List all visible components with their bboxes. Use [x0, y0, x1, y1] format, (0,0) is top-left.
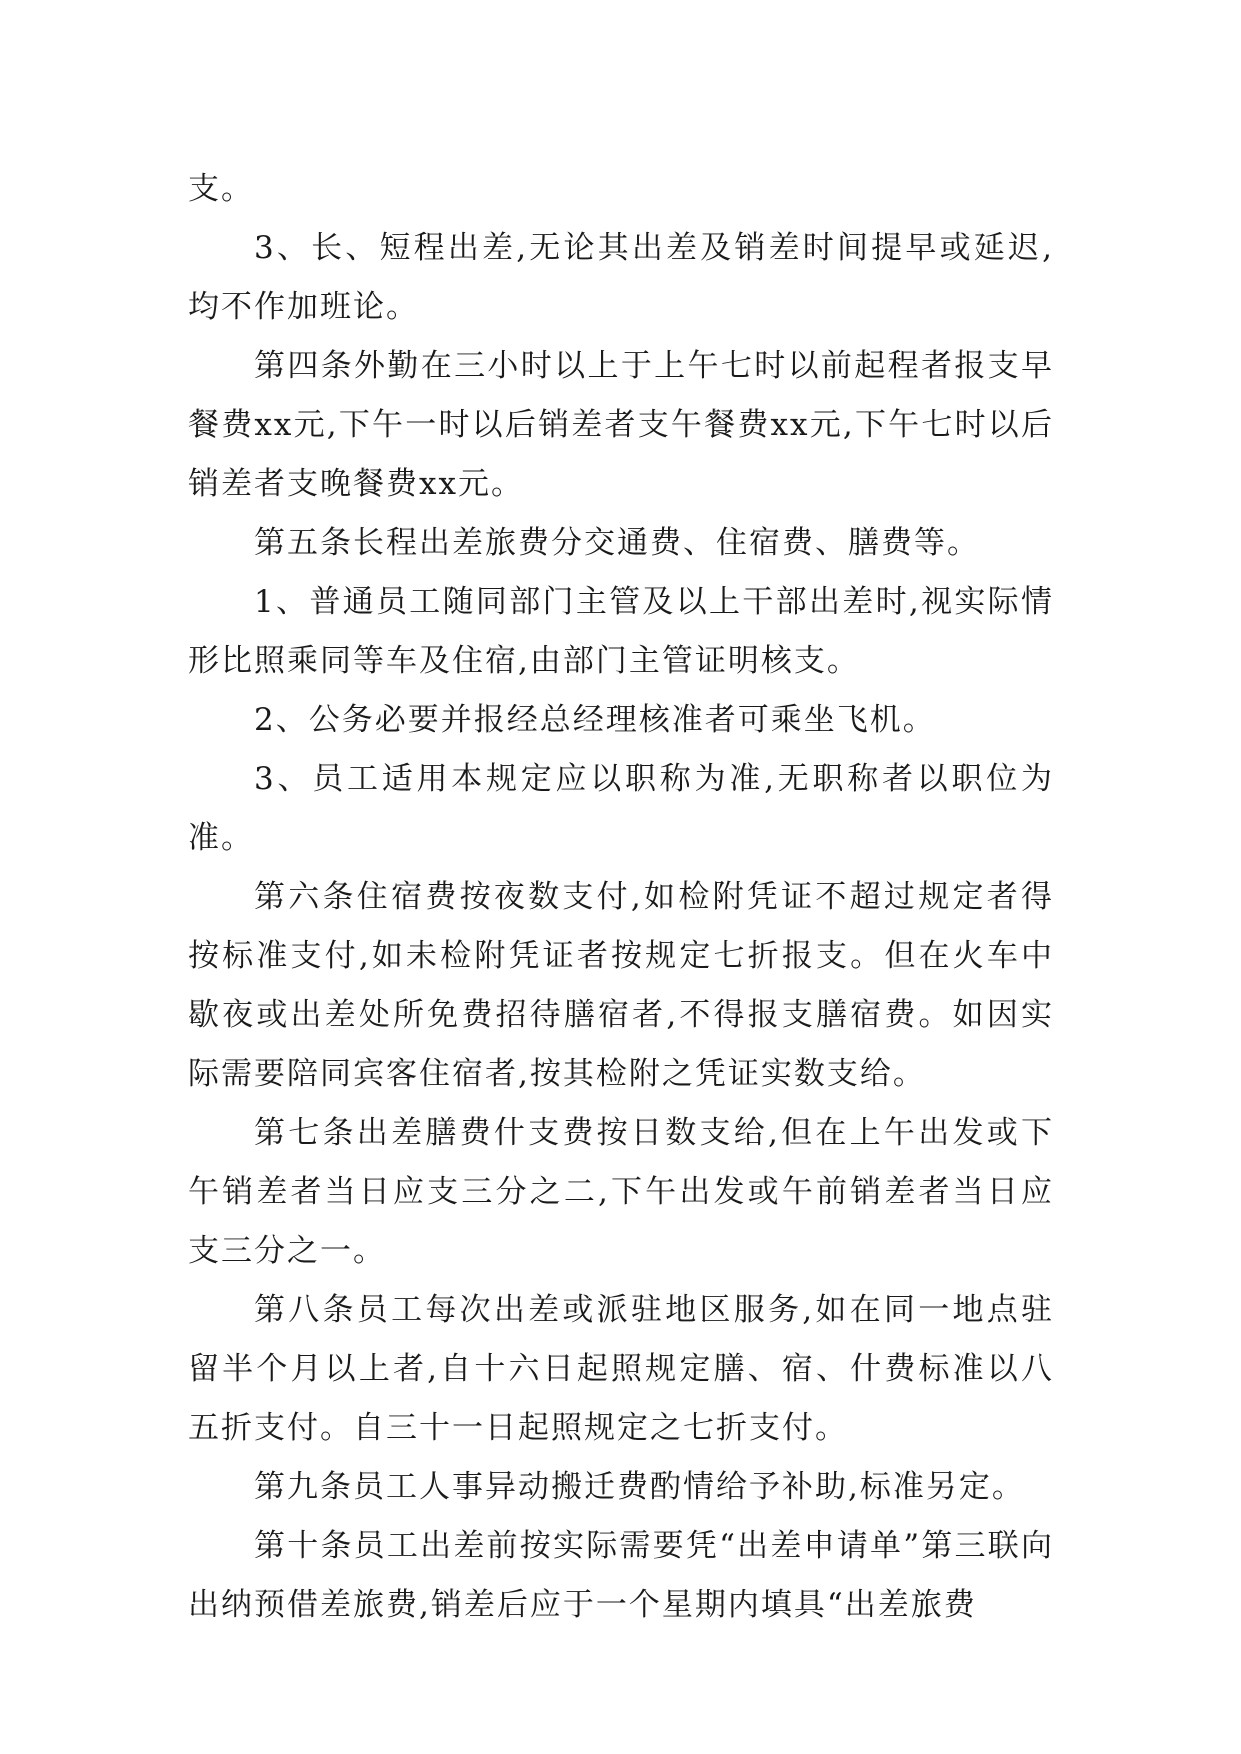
paragraph-item-3-overtime: 3、长、短程出差,无论其出差及销差时间提早或延迟,均不作加班论。 — [188, 230, 1054, 325]
document-body — [188, 160, 1054, 1635]
paragraph-article-6: 第六条住宿费按夜数支付,如检附凭证不超过规定者得按标准支付,如未检附凭证者按规定七折报支。但在火车中歇夜或出差处所免费招待膳宿者,不得报支膳宿费。如因实际需要陪同宾客住宿者,按其检附之凭证实数支给。 — [188, 879, 1054, 1092]
paragraph-article-7: 第七条出差膳费什支费按日数支给,但在上午出发或下午销差者当日应支三分之二,下午出发或午前销差者当日应支三分之一。 — [188, 1115, 1054, 1269]
paragraph-article-5-item-1: 1、普通员工随同部门主管及以上干部出差时,视实际情形比照乘同等车及住宿,由部门主管证明核支。 — [188, 584, 1054, 679]
paragraph-article-5-item-2: 2、公务必要并报经总经理核准者可乘坐飞机。 — [254, 702, 936, 738]
paragraph-article-10: 第十条员工出差前按实际需要凭“出差申请单”第三联向出纳预借差旅费,销差后应于一个星期内填具“出差旅费 — [188, 1528, 1054, 1623]
paragraph-article-4: 第四条外勤在三小时以上于上午七时以前起程者报支早餐费xx元,下午一时以后销差者支午餐费xx元,下午七时以后销差者支晚餐费xx元。 — [188, 348, 1054, 502]
paragraph-article-5-item-3: 3、员工适用本规定应以职称为准,无职称者以职位为准。 — [188, 761, 1054, 856]
paragraph-article-8: 第八条员工每次出差或派驻地区服务,如在同一地点驻留半个月以上者,自十六日起照规定膳、宿、什费标准以八五折支付。自三十一日起照规定之七折支付。 — [188, 1292, 1054, 1446]
paragraph-continuation: 支。 — [188, 171, 254, 207]
paragraph-article-5: 第五条长程出差旅费分交通费、住宿费、膳费等。 — [254, 525, 980, 561]
paragraph-article-9: 第九条员工人事异动搬迁费酌情给予补助,标准另定。 — [254, 1469, 1025, 1505]
